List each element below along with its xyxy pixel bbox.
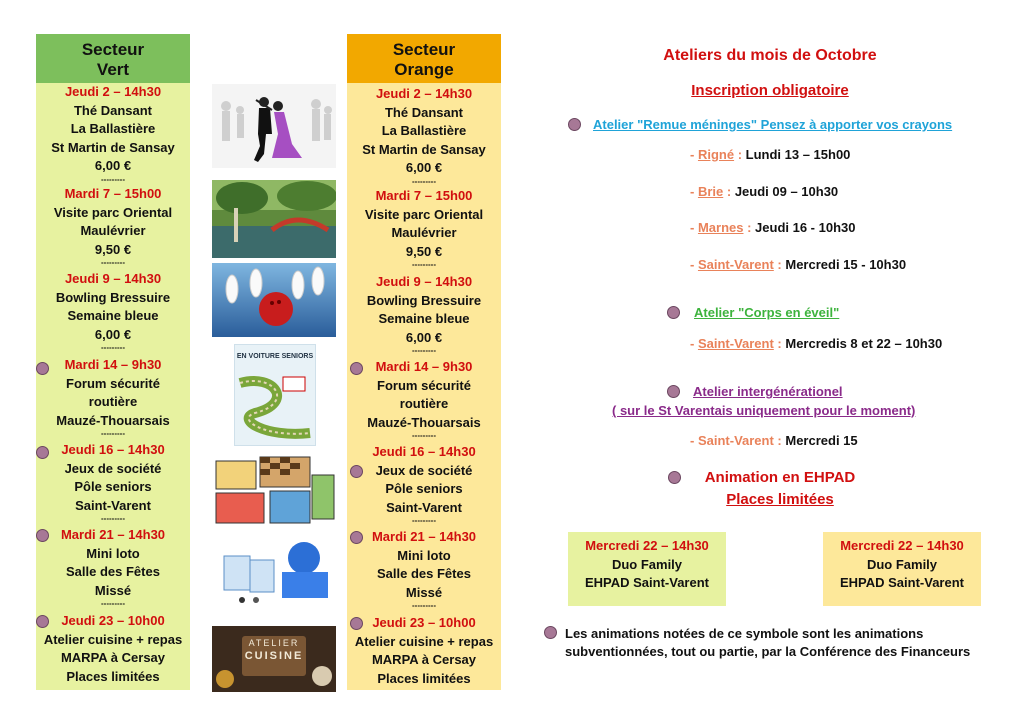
- event-date: Jeudi 16 – 14h30: [372, 444, 476, 459]
- event-price: 9,50 €: [405, 243, 443, 259]
- event-line: Places limitées: [377, 670, 471, 686]
- event-line: MARPA à Cersay: [371, 652, 477, 667]
- footnote-line1: Les animations notées de ce symbole sont les animations: [565, 626, 924, 641]
- subsidy-dot-icon: [668, 471, 681, 484]
- box-line: EHPAD Saint-Varent: [584, 575, 709, 590]
- place: Saint-Varent: [697, 336, 774, 351]
- subsidy-dot-icon: [36, 362, 49, 375]
- event-date: Jeudi 2 – 14h30: [375, 86, 473, 101]
- event-line: Maulévrier: [391, 225, 457, 240]
- colon: :: [773, 433, 782, 448]
- page-title: Ateliers du mois de Octobre: [663, 47, 877, 64]
- separator: ---------: [101, 174, 125, 184]
- remue-row-1: [690, 147, 850, 162]
- event-line: Pôle seniors: [74, 479, 152, 494]
- footnote-line2: subventionnées, tout ou partie, par la Conférence des Financeurs: [565, 644, 971, 659]
- ehpad-box-orange: [823, 532, 981, 606]
- subsidy-dot-icon: [36, 446, 49, 459]
- separator: ---------: [412, 431, 436, 440]
- dash: -: [690, 336, 698, 351]
- oriental-park-image: [212, 180, 336, 258]
- box-line: EHPAD Saint-Varent: [839, 575, 964, 590]
- subsidy-dot-icon: [36, 529, 49, 542]
- dash: -: [690, 433, 698, 448]
- colon: :: [773, 336, 782, 351]
- event-orange-7: [347, 614, 501, 688]
- separator: ---------: [101, 258, 125, 267]
- event-line: Thé Dansant: [73, 102, 152, 118]
- colon: :: [773, 257, 782, 272]
- remue-row-3: [690, 220, 856, 235]
- event-line: Pôle seniors: [385, 481, 463, 496]
- event-line: routière: [399, 396, 449, 411]
- separator: ---------: [101, 599, 125, 608]
- corps-en-eveil-title: Atelier "Corps en éveil": [694, 305, 840, 320]
- event-vert-5: [36, 441, 190, 523]
- separator: ---------: [412, 260, 436, 269]
- place: Brie: [697, 184, 724, 199]
- event-line: Bowling Bressuire: [366, 292, 482, 308]
- event-line: St Martin de Sansay: [51, 139, 175, 155]
- when: Jeudi 09 – 10h30: [731, 184, 839, 199]
- event-line: Missé: [405, 584, 443, 600]
- ehpad-places-limitees: Places limitées: [726, 491, 834, 508]
- place: Saint-Varent: [697, 433, 774, 448]
- remue-row-4: [690, 257, 906, 272]
- event-line: Jeux de société: [64, 460, 162, 476]
- subsidy-dot-icon: [350, 617, 363, 630]
- header-line2: Vert: [96, 60, 130, 79]
- header-line1: Secteur: [81, 40, 145, 59]
- intergenerationel-row: [690, 433, 858, 448]
- remue-row-2: [690, 184, 838, 199]
- bowling-image: [212, 263, 336, 337]
- separator: ---------: [101, 429, 125, 438]
- when: Mercredi 15 - 10h30: [781, 257, 907, 272]
- place: Rigné: [697, 147, 735, 162]
- event-line: Salle des Fêtes: [66, 564, 160, 579]
- event-line: Thé Dansant: [384, 104, 463, 120]
- column-secteur-orange: [347, 34, 501, 690]
- board-games-image: [212, 455, 336, 525]
- event-line: Maulévrier: [80, 223, 146, 238]
- subsidy-dot-icon: [667, 385, 680, 398]
- event-date: Mardi 7 – 15h00: [375, 188, 473, 203]
- event-line: Semaine bleue: [378, 311, 470, 326]
- subsidy-dot-icon: [350, 465, 363, 478]
- event-line: Salle des Fêtes: [377, 566, 471, 581]
- event-date: Mardi 21 – 14h30: [60, 527, 166, 542]
- event-line: Saint-Varent: [386, 499, 462, 515]
- event-date: Jeudi 23 – 10h00: [61, 613, 165, 628]
- subsidy-dot-icon: [667, 306, 680, 319]
- separator: ---------: [412, 176, 436, 186]
- event-line: Atelier cuisine + repas: [354, 633, 494, 649]
- forum-poster-title: EN VOITURE SENIORS: [236, 353, 314, 360]
- event-orange-4: [347, 358, 501, 440]
- corps-row: [690, 336, 942, 351]
- cuisine-line2: CUISINE: [244, 650, 304, 662]
- event-date: Jeudi 9 – 14h30: [375, 274, 473, 289]
- dash: -: [690, 184, 698, 199]
- subsidy-dot-icon: [350, 362, 363, 375]
- event-line: Forum sécurité: [66, 375, 160, 391]
- subsidy-dot-icon: [544, 626, 557, 639]
- box-date: Mercredi 22 – 14h30: [585, 538, 709, 553]
- event-orange-5: [347, 443, 501, 525]
- dash: -: [690, 257, 698, 272]
- header-line1: Secteur: [392, 40, 456, 59]
- event-price: 6,00 €: [94, 158, 132, 173]
- place: Saint-Varent: [697, 257, 774, 272]
- registration-required: Inscription obligatoire: [691, 82, 849, 99]
- event-price: 9,50 €: [94, 241, 132, 257]
- event-price: 6,00 €: [405, 329, 443, 345]
- event-line: Mauzé-Thouarsais: [56, 412, 170, 428]
- event-line: Jeux de société: [375, 462, 473, 478]
- event-price: 6,00 €: [94, 326, 132, 342]
- subsidy-dot-icon: [568, 118, 581, 131]
- event-line: Missé: [94, 582, 132, 598]
- separator: ---------: [101, 343, 125, 352]
- ehpad-box-green: [568, 532, 726, 606]
- dash: -: [690, 220, 698, 235]
- box-date: Mercredi 22 – 14h30: [840, 538, 964, 553]
- event-date: Mardi 14 – 9h30: [375, 359, 473, 374]
- event-orange-1: [347, 85, 501, 186]
- when: Mercredi 15: [781, 433, 858, 448]
- event-orange-2: [347, 187, 501, 269]
- event-line: routière: [88, 394, 138, 409]
- intergenerationel-title: Atelier intergénérationel: [693, 384, 843, 399]
- separator: ---------: [412, 601, 436, 610]
- box-line: Duo Family: [866, 556, 938, 572]
- event-line: Forum sécurité: [377, 377, 471, 393]
- event-line: Mini loto: [397, 547, 451, 563]
- event-line: MARPA à Cersay: [60, 650, 166, 665]
- event-line: Mini loto: [86, 545, 140, 561]
- when: Mercredis 8 et 22 – 10h30: [781, 336, 943, 351]
- event-date: Mardi 7 – 15h00: [64, 186, 162, 201]
- event-line: Visite parc Oriental: [364, 206, 484, 222]
- subsidy-dot-icon: [350, 531, 363, 544]
- event-vert-7: [36, 612, 190, 686]
- column-secteur-vert: [36, 34, 190, 690]
- header-line2: Orange: [394, 60, 454, 79]
- subsidy-dot-icon: [36, 615, 49, 628]
- event-date: Jeudi 9 – 14h30: [64, 271, 162, 286]
- dance-couple-image: [212, 84, 336, 168]
- separator: ---------: [412, 346, 436, 355]
- event-date: Jeudi 2 – 14h30: [64, 84, 162, 99]
- separator: ---------: [412, 516, 436, 525]
- header-secteur-vert: [36, 34, 190, 83]
- event-line: Mauzé-Thouarsais: [367, 414, 481, 430]
- when: Lundi 13 – 15h00: [742, 147, 851, 162]
- event-date: Jeudi 16 – 14h30: [61, 442, 165, 457]
- box-line: Duo Family: [611, 556, 683, 572]
- event-orange-6: [347, 528, 501, 610]
- event-vert-1: [36, 83, 190, 184]
- event-vert-6: [36, 526, 190, 608]
- colon: :: [734, 147, 743, 162]
- separator: ---------: [101, 514, 125, 523]
- event-line: Atelier cuisine + repas: [43, 631, 183, 647]
- place: Marnes: [697, 220, 744, 235]
- event-vert-2: [36, 185, 190, 267]
- event-orange-3: [347, 273, 501, 355]
- footnote: [565, 625, 970, 661]
- cooking-workshop-image: [212, 626, 336, 692]
- header-secteur-orange: [347, 34, 501, 83]
- event-date: Mardi 14 – 9h30: [64, 357, 162, 372]
- event-date: Mardi 21 – 14h30: [371, 529, 477, 544]
- event-price: 6,00 €: [405, 160, 443, 175]
- event-line: St Martin de Sansay: [362, 141, 486, 157]
- event-vert-4: [36, 356, 190, 438]
- event-line: Bowling Bressuire: [55, 289, 171, 305]
- cuisine-line1: ATELIER: [248, 638, 300, 648]
- event-date: Jeudi 23 – 10h00: [372, 615, 476, 630]
- event-line: Places limitées: [66, 668, 160, 684]
- remue-meninges-title: Atelier "Remue méninges" Pensez à apporter vos crayons: [593, 117, 953, 132]
- colon: :: [723, 184, 732, 199]
- event-line: Semaine bleue: [67, 308, 159, 323]
- event-line: La Ballastière: [70, 121, 156, 136]
- dash: -: [690, 147, 698, 162]
- road-safety-forum-image: [212, 344, 336, 446]
- when: Jeudi 16 - 10h30: [751, 220, 856, 235]
- loto-image: [212, 538, 336, 606]
- event-line: Saint-Varent: [75, 497, 151, 513]
- event-line: La Ballastière: [381, 123, 467, 138]
- ehpad-title: Animation en EHPAD: [704, 469, 856, 486]
- colon: :: [743, 220, 752, 235]
- intergenerationel-subtitle: ( sur le St Varentais uniquement pour le moment): [612, 403, 916, 418]
- event-vert-3: [36, 270, 190, 352]
- event-line: Visite parc Oriental: [53, 204, 173, 220]
